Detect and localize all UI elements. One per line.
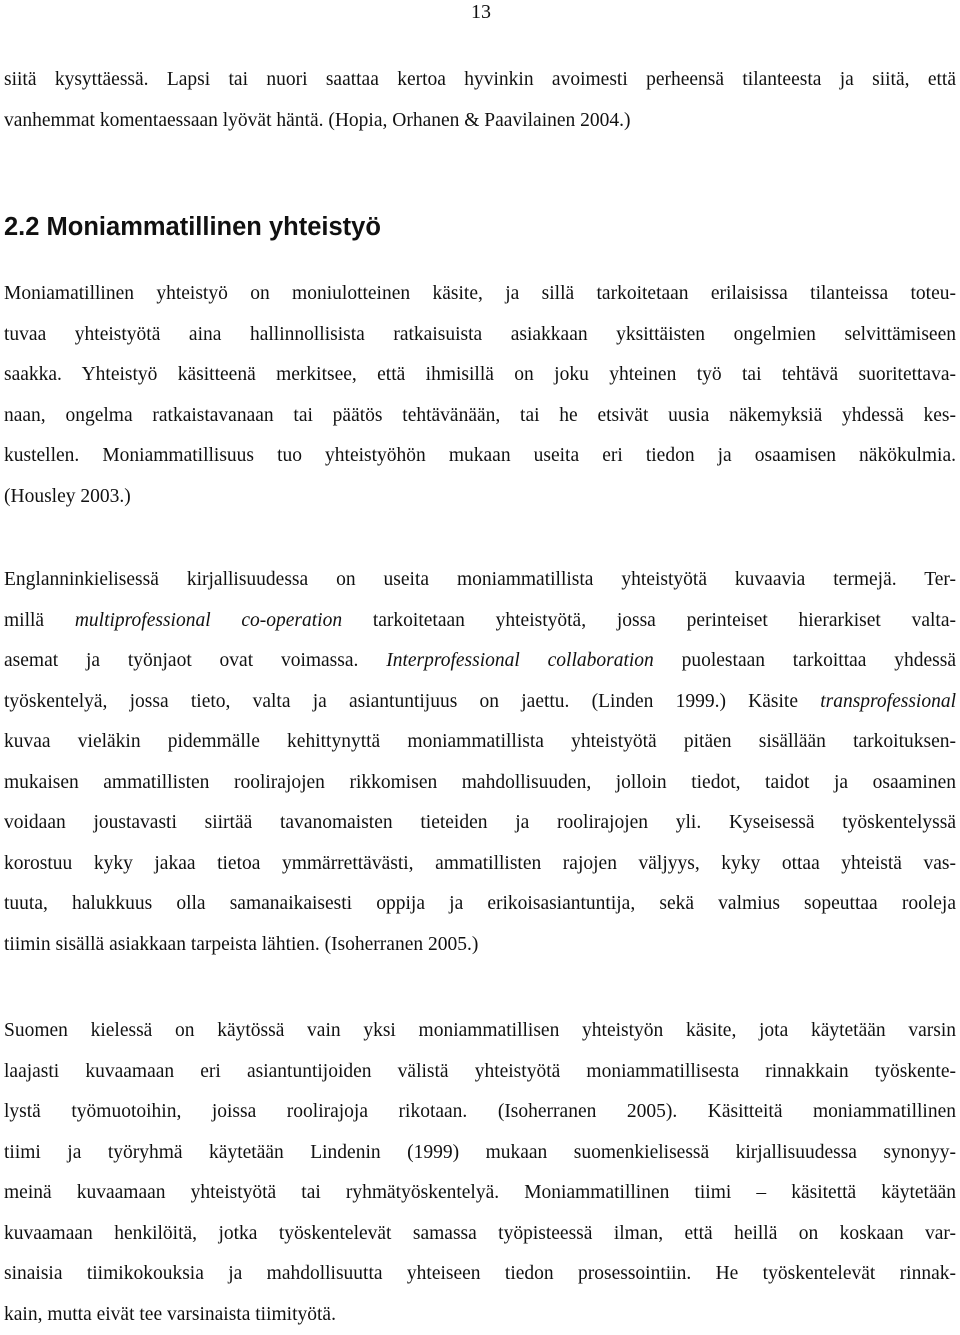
paragraph-line: sinaisia tiimikokouksia ja mahdollisuutta yhteiseen tiedon prosessointiin. He työskentelevät rinnak- xyxy=(4,1254,956,1295)
paragraph-english-terms xyxy=(4,560,956,965)
paragraph-line: kustellen. Moniammatillisuus tuo yhteistyöhön mukaan useita eri tiedon ja osaamisen näkökulmia. xyxy=(4,436,956,477)
text-segment: puolestaan tarkoittaa yhdessä xyxy=(654,650,956,671)
paragraph-line: (Housley 2003.) xyxy=(4,477,956,518)
paragraph-line: naan, ongelma ratkaistavanaan tai päätös tehtävänään, tai he etsivät uusia näkemyksiä yhdessä kes- xyxy=(4,396,956,437)
text-segment: tarkoitetaan yhteistyötä, jossa perinteiset hierarkiset valta- xyxy=(342,610,956,631)
text-segment: työskentelyä, jossa tieto, valta ja asiantuntijuus on jaettu. (Linden 1999.) Käsite xyxy=(4,691,820,712)
term-interprofessional: Interprofessional collaboration xyxy=(386,650,654,671)
paragraph-line: Suomen kielessä on käytössä vain yksi moniammatillisen yhteistyön käsite, jota käytetään varsin xyxy=(4,1011,956,1052)
text-segment: millä xyxy=(4,610,75,631)
paragraph-definition xyxy=(4,274,956,517)
text-segment: asemat ja työnjaot ovat voimassa. xyxy=(4,650,386,671)
paragraph-line xyxy=(4,682,956,723)
paragraph-line: Englanninkielisessä kirjallisuudessa on useita moniammatillista yhteistyötä kuvaavia termejä. Ter- xyxy=(4,560,956,601)
paragraph-line: kuvaamaan henkilöitä, jotka työskentelevät samassa työpisteessä ilman, että heillä on koskaan var- xyxy=(4,1214,956,1255)
paragraph-line: kuvaa vieläkin pidemmälle kehittynyttä moniammatillista yhteistyötä pitäen sisällään tarkoituksen- xyxy=(4,722,956,763)
term-multiprofessional: multiprofessional co-operation xyxy=(75,610,342,631)
paragraph-line: tuuta, halukkuus olla samanaikaisesti oppija ja erikoisasiantuntija, sekä valmius sopeuttaa rooleja xyxy=(4,884,956,925)
page-number: 13 xyxy=(466,0,496,24)
paragraph-line: tuvaa yhteistyötä aina hallinnollisista ratkaisuista asiakkaan yksittäisten ongelmien selvittämiseen xyxy=(4,315,956,356)
paragraph-line xyxy=(4,641,956,682)
paragraph-line: korostuu kyky jakaa tietoa ymmärrettävästi, ammatillisten rajojen väljyys, kyky ottaa yhteistä vas- xyxy=(4,844,956,885)
paragraph-line: voidaan joustavasti siirtää tavanomaisten tieteiden ja roolirajojen yli. Kyseisessä työskentelyssä xyxy=(4,803,956,844)
paragraph-line: vanhemmat komentaessaan lyövät häntä. (Hopia, Orhanen & Paavilainen 2004.) xyxy=(4,101,956,142)
paragraph-line: meinä kuvaamaan yhteistyötä tai ryhmätyöskentelyä. Moniammatillinen tiimi – käsitettä käytetään xyxy=(4,1173,956,1214)
paragraph-line: saakka. Yhteistyö käsitteenä merkitsee, että ihmisillä on joku yhteinen työ tai tehtävä suoritettava- xyxy=(4,355,956,396)
paragraph-line: laajasti kuvaamaan eri asiantuntijoiden välistä yhteistyötä moniammatillisesta rinnakkain työskente- xyxy=(4,1052,956,1093)
paragraph-line: mukaisen ammatillisten roolirajojen rikkomisen mahdollisuuden, jolloin tiedot, taidot ja osaaminen xyxy=(4,763,956,804)
paragraph-line: lystä työmuotoihin, joissa roolirajoja rikotaan. (Isoherranen 2005). Käsitteitä moniammatillinen xyxy=(4,1092,956,1133)
paragraph-line: tiimin sisällä asiakkaan tarpeista lähtien. (Isoherranen 2005.) xyxy=(4,925,956,966)
paragraph-line: kain, mutta eivät tee varsinaista tiimityötä. xyxy=(4,1295,956,1335)
paragraph-line xyxy=(4,601,956,642)
intro-paragraph xyxy=(4,60,956,141)
paragraph-line: tiimi ja työryhmä käytetään Lindenin (1999) mukaan suomenkielisessä kirjallisuudessa synonyy- xyxy=(4,1133,956,1174)
paragraph-line: Moniamatillinen yhteistyö on moniulotteinen käsite, ja sillä tarkoitetaan erilaisissa tilanteissa toteu- xyxy=(4,274,956,315)
paragraph-finnish-usage xyxy=(4,1011,956,1335)
section-heading: 2.2 Moniammatillinen yhteistyö xyxy=(4,207,381,247)
paragraph-line: siitä kysyttäessä. Lapsi tai nuori saattaa kertoa hyvinkin avoimesti perheensä tilanteesta ja siitä, että xyxy=(4,60,956,101)
term-transprofessional: transprofessional xyxy=(820,691,956,712)
